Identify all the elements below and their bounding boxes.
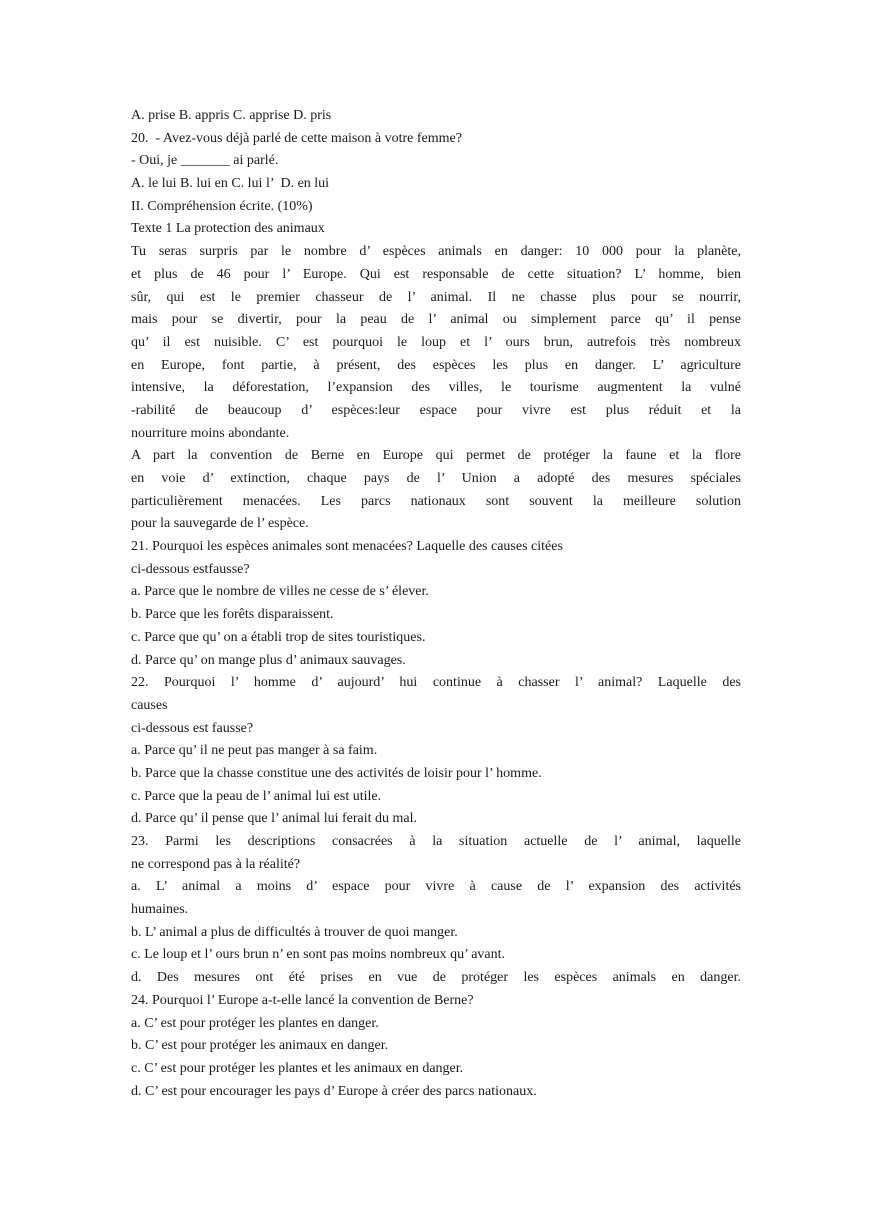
text-line: particulièrement menacées. Les parcs nationaux sont souvent la meilleure solution bbox=[131, 493, 741, 509]
text-line: b. Parce que les forêts disparaissent. bbox=[131, 607, 334, 623]
text-line: Tu seras surpris par le nombre d’ espèces animals en danger: 10 000 pour la planète, bbox=[131, 244, 741, 260]
text-line: mais pour se divertir, pour la peau de l’ animal ou simplement parce qu’ il pense bbox=[131, 312, 741, 328]
text-line: ne correspond pas à la réalité? bbox=[131, 856, 301, 872]
text-line: a. C’ est pour protéger les plantes en danger. bbox=[131, 1015, 379, 1031]
text-line: a. Parce que le nombre de villes ne cesse de s’ élever. bbox=[131, 584, 429, 600]
text-line: - Oui, je _______ ai parlé. bbox=[131, 153, 279, 169]
text-line: d. C’ est pour encourager les pays d’ Europe à créer des parcs nationaux. bbox=[131, 1083, 537, 1099]
text-line: 22. Pourquoi l’ homme d’ aujourd’ hui continue à chasser l’ animal? Laquelle des bbox=[131, 675, 741, 691]
text-line: en Europe, font partie, à présent, des espèces les plus en danger. L’ agriculture bbox=[131, 357, 741, 373]
text-line: d. Parce qu’ il pense que l’ animal lui ferait du mal. bbox=[131, 811, 417, 827]
text-line: qu’ il est nuisible. C’ est pourquoi le loup et l’ ours brun, autrefois très nombreux bbox=[131, 334, 741, 350]
text-line: 21. Pourquoi les espèces animales sont menacées? Laquelle des causes citées bbox=[131, 539, 563, 555]
text-line: sûr, qui est le premier chasseur de l’ animal. Il ne chasse plus pour se nourrir, bbox=[131, 289, 741, 305]
text-line: b. L’ animal a plus de difficultés à trouver de quoi manger. bbox=[131, 924, 458, 940]
text-line: A. le lui B. lui en C. lui l’ D. en lui bbox=[131, 176, 330, 192]
text-line: Texte 1 La protection des animaux bbox=[131, 221, 325, 237]
text-line: 23. Parmi les descriptions consacrées à la situation actuelle de l’ animal, laquelle bbox=[131, 834, 741, 849]
text-line: c. Parce que qu’ on a établi trop de sites touristiques. bbox=[131, 629, 426, 645]
text-line: 24. Pourquoi l’ Europe a-t-elle lancé la convention de Berne? bbox=[131, 992, 474, 1008]
text-line: c. C’ est pour protéger les plantes et les animaux en danger. bbox=[131, 1060, 464, 1076]
text-line: d. Des mesures ont été prises en vue de protéger les espèces animals en danger. bbox=[131, 970, 741, 986]
text-line: A part la convention de Berne en Europe qui permet de protéger la faune et la flore bbox=[131, 448, 741, 464]
text-line: pour la sauvegarde de l’ espèce. bbox=[131, 516, 309, 532]
text-line: causes bbox=[131, 697, 168, 713]
text-line: a. L’ animal a moins d’ espace pour vivre à cause de l’ expansion des activités bbox=[131, 879, 741, 895]
text-line: et plus de 46 pour l’ Europe. Qui est responsable de cette situation? L’ homme, bien bbox=[131, 266, 741, 282]
text-line: en voie d’ extinction, chaque pays de l’ Union a adopté des mesures spéciales bbox=[131, 471, 741, 486]
text-line: II. Compréhension écrite. (10%) bbox=[131, 198, 313, 214]
text-line: A. prise B. appris C. apprise D. pris bbox=[131, 108, 332, 123]
text-line: intensive, la déforestation, l’expansion des villes, le tourisme augmentent la vulné bbox=[131, 380, 741, 396]
text-line: humaines. bbox=[131, 902, 189, 918]
text-line: ci-dessous est fausse? bbox=[131, 720, 254, 736]
text-line: b. C’ est pour protéger les animaux en danger. bbox=[131, 1038, 389, 1054]
text-line: c. Le loup et l’ ours brun n’ en sont pas moins nombreux qu’ avant. bbox=[131, 947, 506, 963]
text-line: nourriture moins abondante. bbox=[131, 425, 290, 441]
text-line: -rabilité de beaucoup d’ espèces:leur espace pour vivre est plus réduit et la bbox=[131, 402, 741, 418]
text-line: ci-dessous estfausse? bbox=[131, 561, 250, 577]
text-line: 20. - Avez-vous déjà parlé de cette maison à votre femme? bbox=[131, 130, 462, 146]
text-line: b. Parce que la chasse constitue une des activités de loisir pour l’ homme. bbox=[131, 765, 542, 781]
document-body bbox=[131, 105, 741, 1103]
text-line: d. Parce qu’ on mange plus d’ animaux sauvages. bbox=[131, 652, 406, 668]
text-line: c. Parce que la peau de l’ animal lui est utile. bbox=[131, 788, 382, 804]
text-line: a. Parce qu’ il ne peut pas manger à sa faim. bbox=[131, 743, 378, 759]
